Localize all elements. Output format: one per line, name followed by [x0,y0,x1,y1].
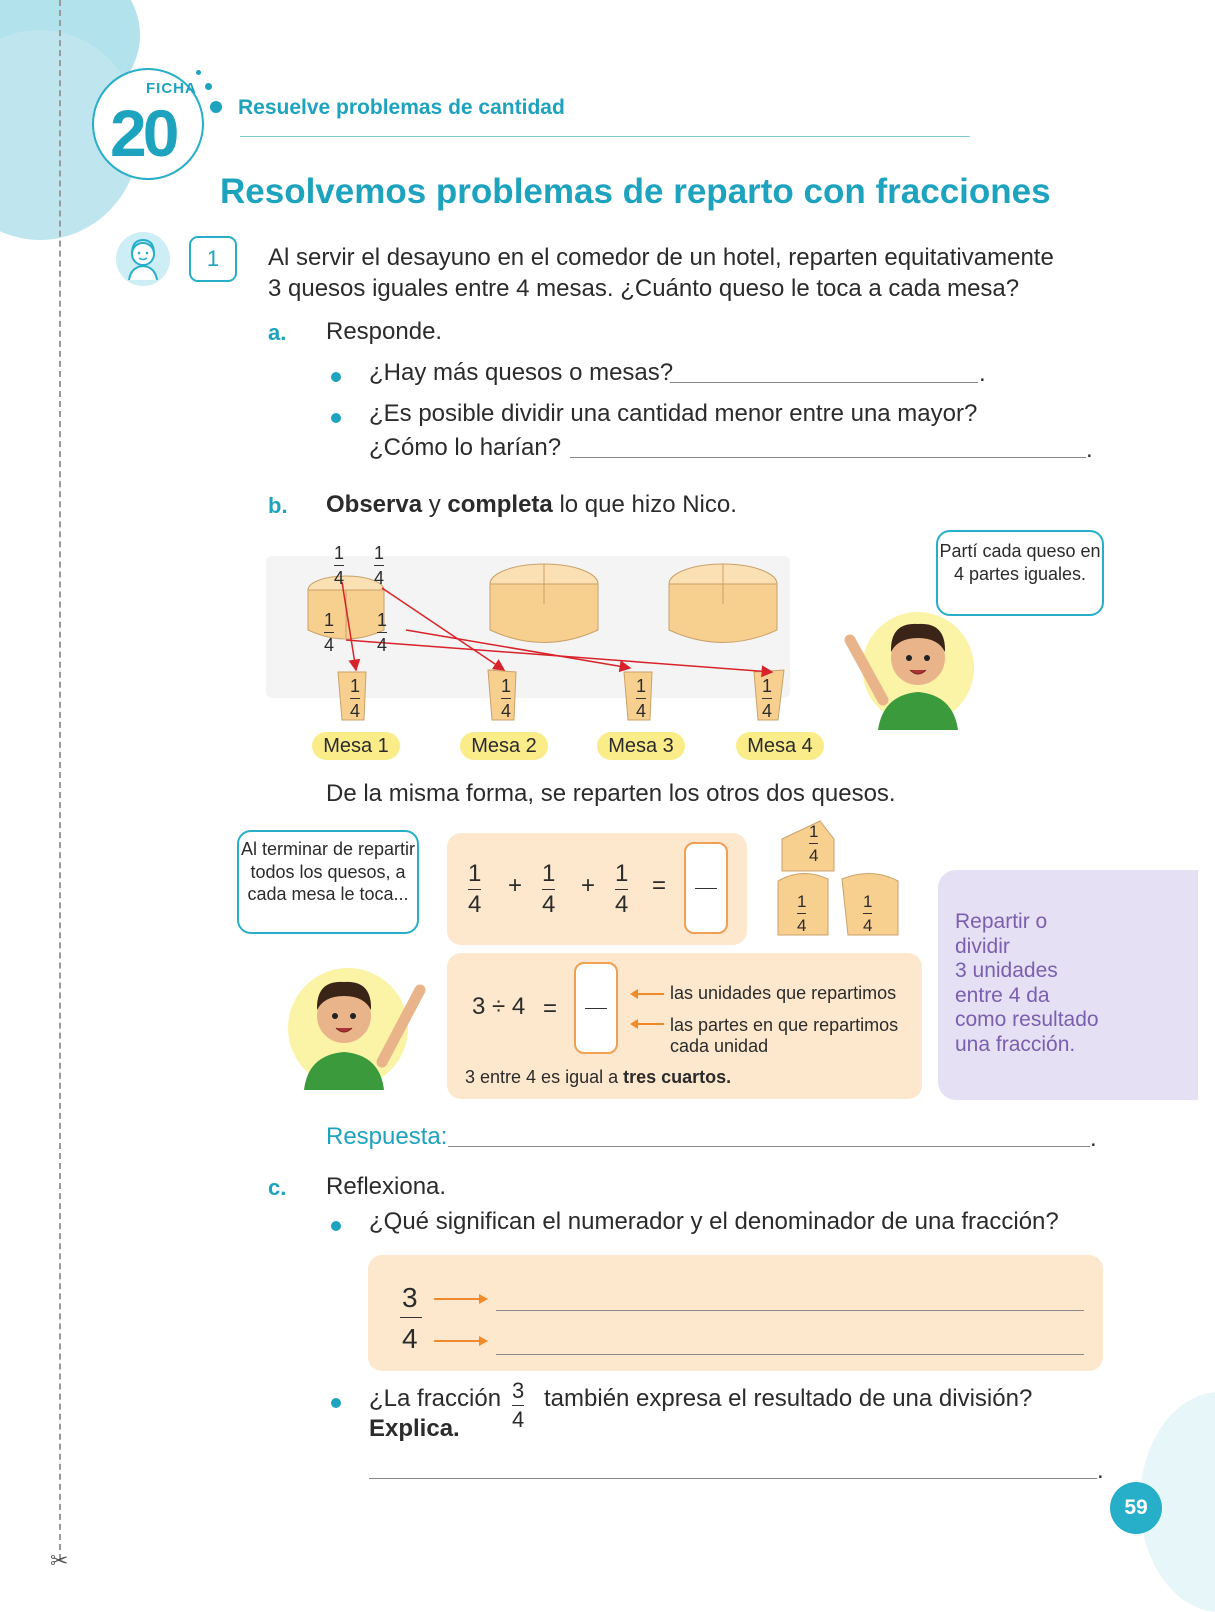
question-fraccion-division-end: también expresa el resultado de una división? [544,1385,1033,1412]
fraction-quarter-label: 1 4 [501,676,512,721]
equals-sign: = [652,872,667,899]
ficha-label: FICHA [146,80,197,97]
page-number: 59 [1110,1482,1162,1534]
plus-sign: + [581,872,596,899]
inline-fraction: 3 4 [512,1378,525,1432]
mesa-tag-4: Mesa 4 [736,732,824,760]
period: . [1090,1125,1097,1152]
cheese-illustration [266,530,806,730]
arrow-left-icon [628,984,668,1034]
header-rule [240,136,970,137]
fraction-addend: 1 4 [542,860,556,918]
answer-line-quesos-mesas[interactable] [670,382,978,383]
question-dividir-line2: ¿Cómo lo harían? [369,434,562,461]
reading-text: 3 entre 4 es igual a tres cuartos. [465,1067,732,1087]
three-quarters-cheese [772,815,907,945]
problem-statement-line2: 3 quesos iguales entre 4 mesas. ¿Cuánto queso le toca a cada mesa? [268,275,1020,302]
period: . [1097,1457,1104,1484]
fraction-bar [400,1317,422,1318]
denominator-digit: 4 [402,1323,418,1354]
fraction-quarter-label: 1 4 [863,892,873,935]
bullet-icon [331,1398,341,1408]
mesa-tag-1: Mesa 1 [312,732,400,760]
fraction-addend: 1 4 [615,860,629,918]
division-expression: 3 ÷ 4 [472,993,526,1020]
nico-boy-icon [838,600,978,730]
question-dividir-line1: ¿Es posible dividir una cantidad menor entre una mayor? [369,400,978,427]
bullet-icon [331,413,341,423]
fraction-quarter-label: 1 4 [334,543,345,588]
denominator-explanation-line1: las partes en que repartimos [670,1015,899,1035]
part-b-letter: b. [268,493,288,518]
respuesta-answer-line[interactable] [448,1146,1090,1147]
numerator-meaning-line[interactable] [496,1310,1084,1311]
ficha-number: 20 [110,96,176,170]
period: . [1086,436,1093,463]
arrow-right-icon [432,1288,492,1350]
same-way-text: De la misma forma, se reparten los otros dos quesos. [326,780,896,807]
problem-number: 1 [189,236,237,282]
question-fraccion-division-start: ¿La fracción [369,1385,502,1412]
fraction-addend: 1 4 [468,860,482,918]
explica-label: Explica. [369,1415,460,1442]
bullet-icon [331,1221,341,1231]
problem-statement-line1: Al servir el desayuno en el comedor de un hotel, reparten equitativamente [268,244,1054,271]
dot-decoration [210,101,222,113]
fraction-quarter-label: 1 4 [762,676,773,721]
fraction-quarter-label: 1 4 [350,676,361,721]
mesa-tag-2: Mesa 2 [460,732,548,760]
cut-line [59,0,61,1560]
nico-speech-bubble: Partí cada queso en 4 partes iguales. [936,530,1104,616]
division-answer-box[interactable] [574,962,618,1054]
page-title: Resolvemos problemas de reparto con fracciones [220,172,1051,211]
fraction-quarter-label: 1 4 [797,892,807,935]
nico-boy-icon [286,960,436,1090]
question-numerador-denominador: ¿Qué significan el numerador y el denominador de una fracción? [369,1208,1059,1235]
bullet-icon [331,372,341,382]
fraction-quarter-label: 1 4 [377,610,388,655]
fraction-quarter-label: 1 4 [374,543,385,588]
part-c-letter: c. [268,1175,287,1200]
dot-decoration [205,83,212,90]
part-b-heading: Observa y completa lo que hizo Nico. [326,491,737,518]
part-c-heading: Reflexiona. [326,1173,447,1200]
answer-line-como[interactable] [570,457,1086,458]
question-quesos-mesas: ¿Hay más quesos o mesas? [369,359,674,386]
fraction-quarter-label: 1 4 [809,822,819,865]
numerator-explanation: las unidades que repartimos [670,983,897,1003]
dot-decoration [196,70,201,75]
denominator-meaning-line[interactable] [496,1354,1084,1355]
fraction-quarter-label: 1 4 [636,676,647,721]
numerator-digit: 3 [402,1282,418,1313]
side-note-text: Repartir o dividir 3 unidades entre 4 da como resultado una fracción. [955,910,1099,1056]
nico-speech-bubble-2: Al terminar de repartir todos los quesos, a cada mesa le toca... [237,830,419,934]
student-avatar-icon [116,232,170,286]
scissors-icon: ✂ [50,1548,69,1573]
period: . [979,360,986,387]
mesa-tag-3: Mesa 3 [597,732,685,760]
part-a-letter: a. [268,320,287,345]
denominator-explanation-line2: cada unidad [670,1036,769,1056]
part-a-heading: Responde. [326,318,443,345]
equals-sign: = [543,995,558,1022]
competencia-label: Resuelve problemas de cantidad [238,96,565,119]
explica-answer-line[interactable] [369,1478,1097,1479]
respuesta-label: Respuesta: [326,1123,448,1150]
sum-answer-box[interactable] [684,842,728,934]
fraction-quarter-label: 1 4 [324,610,335,655]
plus-sign: + [508,872,523,899]
